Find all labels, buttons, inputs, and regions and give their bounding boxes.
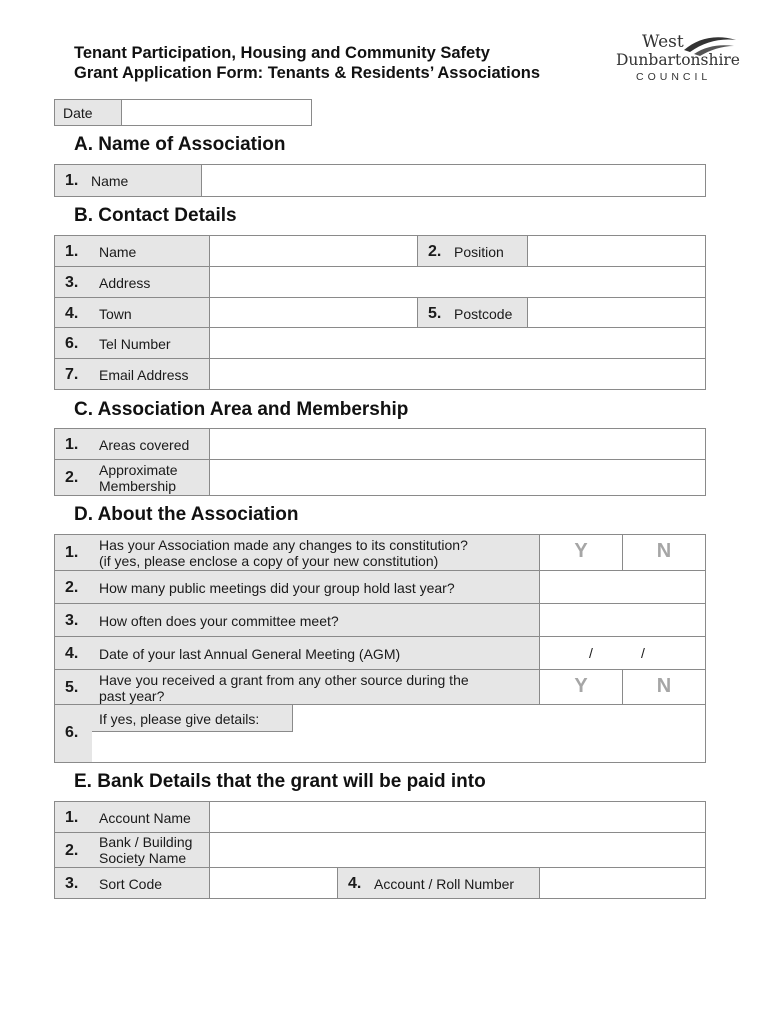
row-label-cell bbox=[55, 460, 210, 495]
section-a-table bbox=[54, 164, 706, 197]
areas-covered-field[interactable] bbox=[210, 429, 705, 459]
form-title-line2: Grant Application Form: Tenants & Residents’ Associations bbox=[74, 64, 541, 82]
table-row bbox=[55, 637, 705, 670]
email-field[interactable] bbox=[210, 359, 705, 389]
row-number: 4. bbox=[65, 645, 79, 662]
row-label-cell bbox=[55, 571, 540, 603]
row-label-cell bbox=[55, 535, 540, 570]
form-title bbox=[74, 43, 540, 83]
section-d-table bbox=[54, 534, 706, 763]
table-row bbox=[55, 670, 705, 705]
row-label-cell bbox=[55, 328, 210, 358]
row-number: 7. bbox=[65, 366, 79, 383]
row-label-cell bbox=[55, 802, 210, 832]
row-label-cell bbox=[418, 298, 528, 327]
row-label: Date of your last Annual General Meeting (AGM) bbox=[99, 646, 401, 662]
section-c-title: C. Association Area and Membership bbox=[74, 399, 409, 420]
committee-frequency-field[interactable] bbox=[540, 604, 705, 636]
row-number: 1. bbox=[65, 172, 79, 189]
logo-text-dunbartonshire: Dunbartonshire bbox=[616, 51, 740, 69]
row-label: Name bbox=[91, 173, 129, 189]
row-number: 3. bbox=[65, 274, 79, 291]
date-separator: / bbox=[589, 645, 593, 661]
date-field[interactable] bbox=[122, 100, 311, 125]
row-label-cell bbox=[55, 670, 540, 704]
row-label: How often does your committee meet? bbox=[99, 613, 339, 629]
row-label-cell bbox=[418, 236, 528, 266]
section-b-title: B. Contact Details bbox=[74, 205, 237, 226]
row-number: 5. bbox=[428, 305, 442, 322]
section-e-title: E. Bank Details that the grant will be paid into bbox=[74, 771, 486, 792]
contact-name-field[interactable] bbox=[210, 236, 418, 266]
row-label: Town bbox=[99, 306, 132, 322]
date-label: Date bbox=[55, 100, 122, 125]
row-number: 6. bbox=[65, 724, 79, 741]
row-label: If yes, please give details: bbox=[99, 711, 260, 727]
table-row bbox=[55, 460, 705, 496]
row-number: 3. bbox=[65, 612, 79, 629]
account-name-field[interactable] bbox=[210, 802, 705, 832]
row-label bbox=[99, 672, 469, 704]
council-logo bbox=[610, 30, 740, 90]
table-row bbox=[55, 571, 705, 604]
row-number: 5. bbox=[65, 679, 79, 696]
sort-code-field[interactable] bbox=[210, 868, 338, 898]
table-row bbox=[55, 705, 705, 763]
table-row bbox=[55, 298, 705, 328]
form-title-line1: Tenant Participation, Housing and Community Safety bbox=[74, 44, 490, 62]
row-label-line2: Society Name bbox=[99, 850, 187, 866]
row-label-cell bbox=[55, 868, 210, 898]
row-label: Account Name bbox=[99, 810, 191, 826]
row-label-cell bbox=[55, 298, 210, 327]
row-label: Account / Roll Number bbox=[374, 876, 515, 892]
other-grant-no-option[interactable]: N bbox=[656, 675, 672, 697]
table-row bbox=[55, 604, 705, 637]
section-c-table bbox=[54, 428, 706, 496]
constitution-no-option[interactable]: N bbox=[656, 540, 672, 562]
row-number: 2. bbox=[65, 469, 79, 486]
row-label-cell bbox=[55, 429, 210, 459]
row-number: 2. bbox=[428, 243, 442, 260]
row-label-cell bbox=[55, 604, 540, 636]
row-label: Sort Code bbox=[99, 876, 163, 892]
section-e-table bbox=[54, 801, 706, 899]
row-label: Email Address bbox=[99, 367, 189, 383]
constitution-yes-option[interactable]: Y bbox=[540, 535, 623, 570]
address-field[interactable] bbox=[210, 267, 705, 297]
row-label: Position bbox=[454, 244, 504, 260]
row-label: Name bbox=[99, 244, 137, 260]
row-number: 4. bbox=[348, 875, 362, 892]
row-label-cell bbox=[55, 165, 202, 196]
row-label: How many public meetings did your group hold last year? bbox=[99, 580, 455, 596]
table-row bbox=[55, 833, 705, 868]
section-b-table bbox=[54, 235, 706, 390]
row-number: 3. bbox=[65, 875, 79, 892]
row-number: 1. bbox=[65, 243, 79, 260]
row-number: 4. bbox=[65, 305, 79, 322]
association-name-field[interactable] bbox=[202, 165, 705, 196]
agm-date-field[interactable] bbox=[540, 637, 705, 669]
logo-text-council: COUNCIL bbox=[636, 71, 712, 83]
row-label-cell bbox=[55, 637, 540, 669]
table-row bbox=[55, 535, 705, 571]
row-label: Postcode bbox=[454, 306, 513, 322]
row-label bbox=[99, 462, 178, 494]
row-label-cell bbox=[55, 236, 210, 266]
row-label-line2: past year? bbox=[99, 688, 165, 704]
row-number: 2. bbox=[65, 842, 79, 859]
table-row bbox=[55, 267, 705, 298]
row-label-line1: Approximate bbox=[99, 462, 178, 478]
date-separator: / bbox=[641, 645, 645, 661]
position-field[interactable] bbox=[528, 236, 705, 266]
bank-name-field[interactable] bbox=[210, 833, 705, 867]
row-label: Areas covered bbox=[99, 437, 190, 453]
row-label-cell bbox=[55, 359, 210, 389]
table-row bbox=[55, 328, 705, 359]
row-label-line2: (if yes, please enclose a copy of your new constitution) bbox=[99, 553, 439, 569]
row-number: 1. bbox=[65, 809, 79, 826]
row-label bbox=[99, 537, 468, 569]
table-row bbox=[55, 359, 705, 390]
row-label-line1: Have you received a grant from any other source during the bbox=[99, 672, 469, 688]
table-row bbox=[55, 165, 705, 197]
account-number-field[interactable] bbox=[540, 868, 705, 898]
row-label: Tel Number bbox=[99, 336, 171, 352]
logo-text-west: West bbox=[642, 32, 684, 52]
postcode-field[interactable] bbox=[528, 298, 705, 327]
row-label-cell bbox=[92, 705, 293, 732]
row-label bbox=[99, 834, 192, 866]
date-row bbox=[54, 99, 312, 126]
row-number: 6. bbox=[65, 335, 79, 352]
membership-field[interactable] bbox=[210, 460, 705, 495]
tel-number-field[interactable] bbox=[210, 328, 705, 358]
table-row bbox=[55, 429, 705, 460]
row-label-line2: Membership bbox=[99, 478, 177, 494]
grant-details-field[interactable] bbox=[55, 705, 705, 762]
other-grant-yes-option[interactable]: Y bbox=[540, 670, 623, 704]
section-a-title: A. Name of Association bbox=[74, 134, 286, 155]
table-row bbox=[55, 236, 705, 267]
row-label-cell bbox=[55, 833, 210, 867]
row-label-cell bbox=[338, 868, 540, 898]
row-number: 2. bbox=[65, 579, 79, 596]
section-d-title: D. About the Association bbox=[74, 504, 299, 525]
town-field[interactable] bbox=[210, 298, 418, 327]
row-label: Address bbox=[99, 275, 151, 291]
row-label-cell bbox=[55, 267, 210, 297]
table-row bbox=[55, 868, 705, 899]
row-number: 1. bbox=[65, 436, 79, 453]
row-label-line1: Has your Association made any changes to its constitution? bbox=[99, 537, 468, 553]
public-meetings-field[interactable] bbox=[540, 571, 705, 603]
table-row bbox=[55, 802, 705, 833]
row-label-line1: Bank / Building bbox=[99, 834, 193, 850]
row-number-cell bbox=[55, 705, 92, 762]
row-number: 1. bbox=[65, 544, 79, 561]
